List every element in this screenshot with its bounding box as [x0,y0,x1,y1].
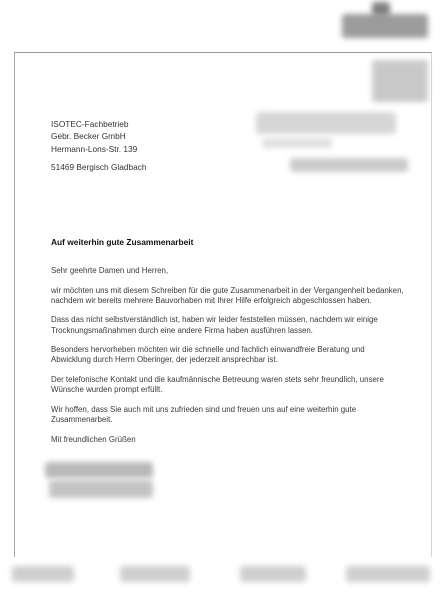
recipient-line: ISOTEC-Fachbetrieb [51,119,129,129]
redacted-date [290,158,408,172]
recipient-line: Hermann-Lons-Str. 139 [51,143,138,154]
redacted-header-info [372,60,428,102]
redacted-logo [342,14,428,38]
redacted-footer-col-3 [240,566,306,582]
paragraph: Besonders hervorheben möchten wir die schnelle und fachlich einwandfreie Beratung und Abwicklung durch Herrn Oberinger, der jederzeit ansprechbar ist. [51,345,365,365]
redacted-sender-block-2 [262,138,332,148]
letter-body [51,266,406,454]
letter-subject: Auf weiterhin gute Zusammenarbeit [51,237,194,247]
closing: Mit freundlichen Grüßen [51,434,136,444]
salutation: Sehr geehrte Damen und Herren, [51,266,169,275]
redacted-signature [45,462,155,498]
paragraph: Der telefonische Kontakt und die kaufmännische Betreuung waren stets sehr freundlich, unsere Wünsche wurden prompt erfüllt. [51,375,384,395]
redacted-sender-block [256,112,396,134]
recipient-city: 51469 Bergisch Gladbach [51,162,147,172]
recipient-address [51,118,137,155]
paragraph: wir möchten uns mit diesem Schreiben für die gute Zusammenarbeit in der Vergangenheit bedanken, nachdem wir bereits mehrere Bauvorhaben mit Ihrer Hilfe erfolgreich abgeschlossen haben. [51,285,404,305]
redacted-footer-col-1 [12,566,74,582]
redacted-footer-col-4 [346,566,430,582]
recipient-line: Gebr. Becker GmbH [51,131,126,142]
paragraph: Wir hoffen, dass Sie auch mit uns zufrieden sind und freuen uns auf eine weiterhin gute Zusammenarbeit. [51,404,357,424]
redacted-logo-mark [372,2,390,16]
paragraph: Dass das nicht selbstverständlich ist, haben wir leider feststellen müssen, nachdem wir einige Trocknungsmaßnahmen durch eine andere Firma haben ausführen lassen. [51,315,378,335]
redacted-footer-col-2 [120,566,190,582]
signature-name [49,480,153,498]
signature-scribble [45,462,153,478]
